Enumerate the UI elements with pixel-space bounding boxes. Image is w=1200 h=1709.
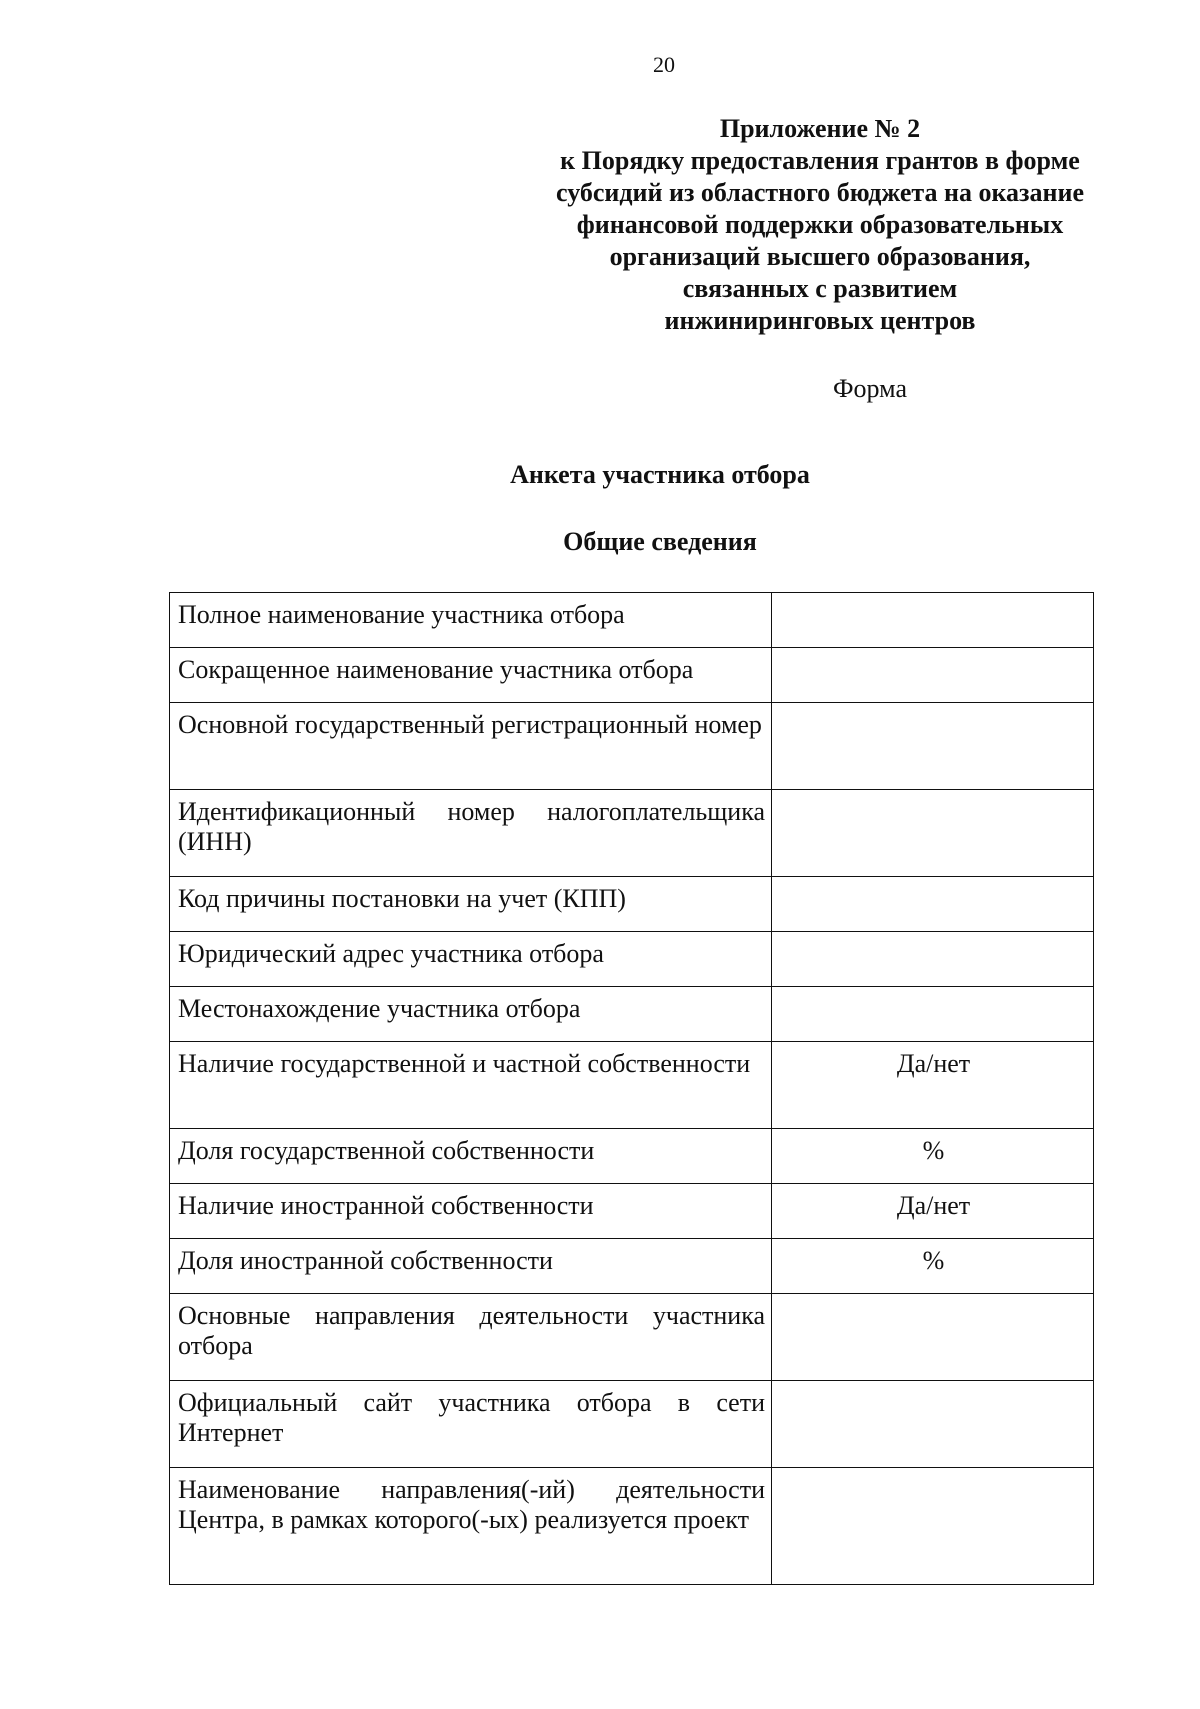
table-row bbox=[170, 877, 1094, 932]
row-label: Сокращенное наименование участника отбора bbox=[170, 648, 772, 703]
table-row bbox=[170, 593, 1094, 648]
table-row bbox=[170, 1129, 1094, 1184]
row-value[interactable]: Да/нет bbox=[772, 1184, 1094, 1239]
row-label: Юридический адрес участника отбора bbox=[170, 932, 772, 987]
row-value[interactable]: Да/нет bbox=[772, 1042, 1094, 1129]
row-value[interactable] bbox=[772, 1381, 1094, 1468]
row-value[interactable] bbox=[772, 648, 1094, 703]
appendix-line: Приложение № 2 bbox=[719, 114, 921, 143]
row-value[interactable] bbox=[772, 932, 1094, 987]
table-row bbox=[170, 1294, 1094, 1381]
row-label: Доля государственной собственности bbox=[170, 1129, 772, 1184]
general-info-table bbox=[169, 592, 1094, 1585]
row-value[interactable] bbox=[772, 593, 1094, 648]
table-row bbox=[170, 1239, 1094, 1294]
table-row bbox=[170, 703, 1094, 790]
row-label: Код причины постановки на учет (КПП) bbox=[170, 877, 772, 932]
appendix-line: инжиниринговых центров bbox=[664, 306, 976, 335]
table-row bbox=[170, 790, 1094, 877]
row-label: Основные направления деятельности участника отбора bbox=[170, 1294, 772, 1381]
section-subtitle: Общие сведения bbox=[563, 527, 757, 556]
appendix-header bbox=[520, 113, 1120, 337]
row-label: Местонахождение участника отбора bbox=[170, 987, 772, 1042]
row-label: Наличие иностранной собственности bbox=[170, 1184, 772, 1239]
row-label: Идентификационный номер налогоплательщика (ИНН) bbox=[170, 790, 772, 877]
row-label: Основной государственный регистрационный номер bbox=[170, 703, 772, 790]
appendix-line: организаций высшего образования, bbox=[609, 242, 1031, 271]
appendix-line: субсидий из областного бюджета на оказание bbox=[556, 178, 1084, 207]
table-row bbox=[170, 648, 1094, 703]
row-value[interactable] bbox=[772, 1294, 1094, 1381]
row-value[interactable] bbox=[772, 703, 1094, 790]
appendix-line: финансовой поддержки образовательных bbox=[576, 210, 1064, 239]
row-label: Наименование направления(-ий) деятельности Центра, в рамках которого(-ых) реализуется проект bbox=[170, 1468, 772, 1585]
row-value[interactable] bbox=[772, 1468, 1094, 1585]
row-label: Полное наименование участника отбора bbox=[170, 593, 772, 648]
row-label: Доля иностранной собственности bbox=[170, 1239, 772, 1294]
table-row bbox=[170, 1184, 1094, 1239]
row-value[interactable] bbox=[772, 790, 1094, 877]
document-title: Анкета участника отбора bbox=[510, 460, 810, 489]
row-label: Официальный сайт участника отбора в сети Интернет bbox=[170, 1381, 772, 1468]
table-row bbox=[170, 1381, 1094, 1468]
row-value[interactable] bbox=[772, 877, 1094, 932]
row-value[interactable]: % bbox=[772, 1239, 1094, 1294]
appendix-line: к Порядку предоставления грантов в форме bbox=[560, 146, 1080, 175]
form-label: Форма bbox=[833, 374, 907, 403]
table-row bbox=[170, 987, 1094, 1042]
row-value[interactable] bbox=[772, 987, 1094, 1042]
table-row bbox=[170, 1042, 1094, 1129]
page-number: 20 bbox=[653, 52, 675, 77]
appendix-line: связанных с развитием bbox=[682, 274, 958, 303]
row-value[interactable]: % bbox=[772, 1129, 1094, 1184]
table-row bbox=[170, 1468, 1094, 1585]
row-label: Наличие государственной и частной собственности bbox=[170, 1042, 772, 1129]
table-row bbox=[170, 932, 1094, 987]
